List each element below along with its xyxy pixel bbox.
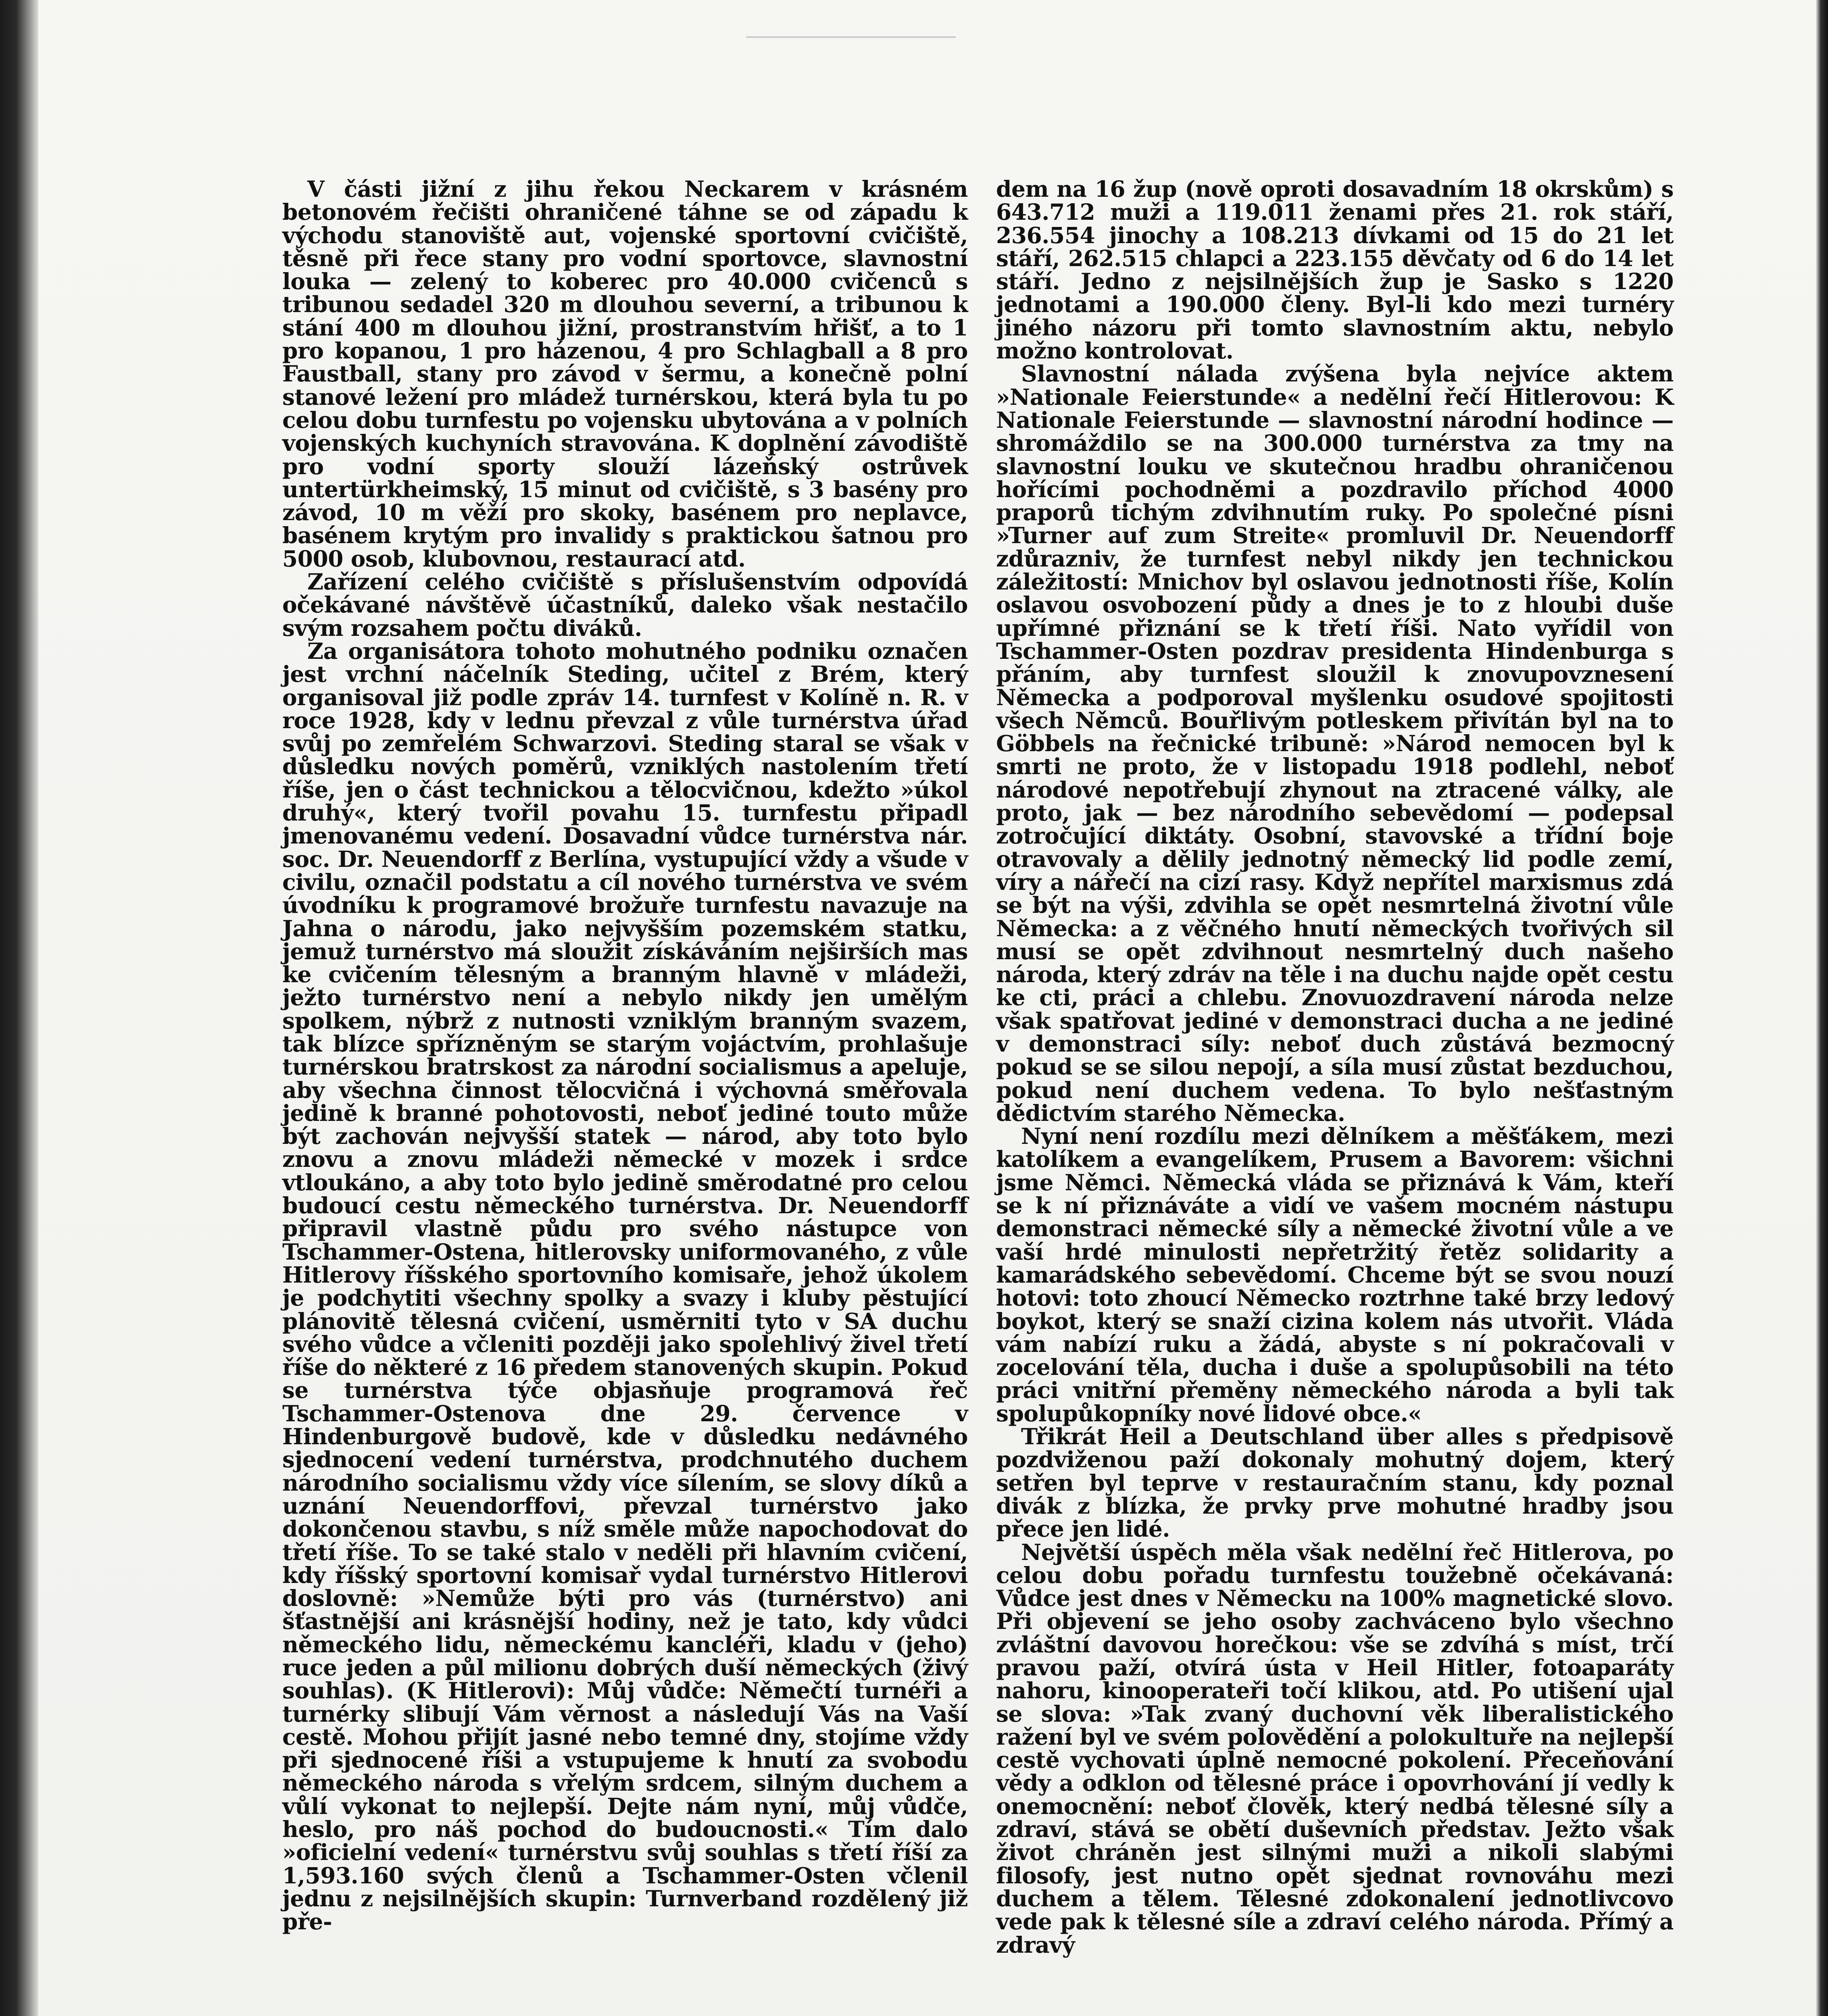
paragraph: Zařízení celého cvičiště s příslušenstvím odpovídá očekávané návštěvě účastníků, daleko však nestačilo svým rozsahem počtu diváků. (282, 569, 968, 641)
paragraph: Slavnostní nálada zvýšena byla nejvíce aktem »Nationale Feierstunde« a nedělní řečí Hitlerovou: K Nationale Feierstunde — slavnostní národní hodince — shromáždilo se na 300.000 turnérstva za tmy na slavnostní louku ve skutečnou hradbu ohraničenou hořícími pochodněmi a pozdravilo příchod 4000 praporů tichým zdvihnutím ruky. Po společné písni »Turner auf zum Streite« promluvil Dr. Neuendorff zdůrazniv, že turnfest nebyl nikdy jen technickou záležitostí: Mnichov byl oslavou jednotnosti říše, Kolín oslavou osvobození půdy a dnes je to z hloubi duše upřímné přiznání se k třetí říši. Nato vyřídil von Tschammer-Osten pozdrav presidenta Hindenburga s přáním, aby turnfest sloužil k znovupovznesení Německa a podporoval myšlenku osudové spojitosti všech Němců. Bouřlivým potleskem přivítán byl na to Göbbels na řečnické tribuně: »Národ nemocen byl k smrti ne proto, že v listopadu 1918 podlehl, neboť národové nepotřebují zhynout na ztracené války, ale proto, jak — bez národního sebevědomí — podepsal zotročující diktáty. Osobní, stavovské a třídní boje otravovaly a dělily jednotný německý lid podle zemí, víry a nářečí na cizí rasy. Když nepřítel marxismus zdá se být na výši, zdvihla se opět nesmrtelná životní vůle Německa: a z věčného hnutí německých tvořivých sil musí se opět zdvihnout nesmrtelný duch našeho národa, který zdráv na těle i na duchu najde opět cestu ke cti, práci a chlebu. Znovuozdravení národa nelze však spatřovat jediné v demonstraci ducha a ne jediné v demonstraci síly: neboť duch zůstává bezmocný pokud se se silou nepojí, a síla musí zůstat bezduchou, pokud není duchem vedena. To bylo nešťastným dědictvím starého Německa. (996, 360, 1674, 1126)
paragraph: V části jižní z jihu řekou Neckarem v krásném betonovém řečišti ohraničené táhne se od západu k východu stanoviště aut, vojenské sportovní cvičiště, těsně při řece stany pro vodní sportovce, slavnostní louka — zelený to koberec pro 40.000 cvičenců s tribunou sedadel 320 m dlouhou severní, a tribunou k stání 400 m dlouhou jižní, prostranstvím hřišť, a to 1 pro kopanou, 1 pro házenou, 4 pro Schlagball a 8 pro Faustball, stany pro závod v šermu, a konečně polní stanové ležení pro mládež turnérskou, která byla tu po celou dobu turnfestu po vojensku ubytována a v polních vojenských kuchyních stravována. K doplnění závodiště pro vodní sporty slouží lázeňský ostrůvek untertürkheimský, 15 minut od cvičiště, s 3 basény pro závod, 10 m věží pro skoky, basénem pro neplavce, basénem krytým pro invalidy s praktickou šatnou pro 5000 osob, klubovnou, restaurací atd. (282, 176, 968, 572)
paragraph: dem na 16 žup (nově oproti dosavadním 18 okrskům) s 643.712 muži a 119.011 ženami přes 21. rok stáří, 236.554 jinochy a 108.213 dívkami od 15 do 21 let stáří, 262.515 chlapci a 223.155 děvčaty od 6 do 14 let stáří. Jedno z nejsilnějších žup je Sasko s 1220 jednotami a 190.000 členy. Byl-li kdo mezi turnéry jiného názoru při tomto slavnostním aktu, nebylo možno kontrolovat. (996, 176, 1674, 364)
left-column (282, 177, 968, 1933)
paragraph: Třikrát Heil a Deutschland über alles s předpisově pozdviženou paží dokonaly mohutný dojem, který setřen byl teprve v restauračním stanu, kdy poznal divák z blízka, že prvky prve mohutné hradby jsou přece jen lidé. (996, 1423, 1674, 1542)
paragraph: Největší úspěch měla však nedělní řeč Hitlerova, po celou dobu pořadu turnfestu toužebně očekávaná: Vůdce jest dnes v Německu na 100% magnetické slovo. Při objevení se jeho osoby zachváceno bylo všechno zvláštní davovou horečkou: vše se zdvíhá s míst, trčí pravou paží, otvírá ústa v Heil Hitler, fotoaparáty nahoru, kinooperateři točí klikou, atd. Po utišení ujal se slova: »Tak zvaný duchovní věk liberalistického ražení byl ve svém polovědění a polokultuře na nejlepší cestě vychovati úplně nemocné pokolení. Přeceňování vědy a odklon od tělesné práce i opovrhování jí vedly k onemocnění: neboť člověk, který nedbá tělesné síly a zdraví, stává se obětí duševních představ. Ježto však život chráněn jest silnými muži a nikoli slabými filosofy, jest nutno opět sjednat rovnováhu mezi duchem a tělem. Tělesné zdokonalení jednotlivcovo vede pak k tělesné síle a zdraví celého národa. Přímý a zdravý (996, 1539, 1674, 1958)
scan-left-edge (0, 0, 38, 2016)
paragraph: Nyní není rozdílu mezi dělníkem a měšťákem, mezi katolíkem a evangelíkem, Prusem a Bavorem: všichni jsme Němci. Německá vláda se přiznává k Vám, kteří se k ní přiznáváte a vidí ve vašem mocném nástupu demonstraci německé síly a německé životní vůle a ve vaší hrdé minulosti nepřetržitý řetěz solidarity a kamarádského sebevědomí. Chceme být se svou nouzí hotovi: toto zhoucí Německo roztrhne také brzy ledový boykot, který se snaží cizina kolem nás utvořit. Vláda vám nabízí ruku a žádá, abyste s ní pokračovali v zocelování těla, ducha i duše a spolupůsobili na této práci vnitřní přeměny německého národa a byli tak spolupůkopníky nové lidové obce.« (996, 1123, 1674, 1427)
paragraph: Za organisátora tohoto mohutného podniku označen jest vrchní náčelník Steding, učitel z Brém, který organisoval již podle zpráv 14. turnfest v Kolíně n. R. v roce 1928, kdy v lednu převzal z vůle turnérstva úřad svůj po zemřelém Schwarzovi. Steding staral se však v důsledku nových poměrů, vzniklých nastolením třetí říše, jen o část technickou a tělocvičnou, kdežto »úkol druhý«, který tvořil povahu 15. turnfestu připadl jmenovanému vedení. Dosavadní vůdce turnérstva nár. soc. Dr. Neuendorff z Berlína, vystupující vždy a všude v civilu, označil podstatu a cíl nového turnérstva ve svém úvodníku k programové brožuře turnfestu navazuje na Jahna o národu, jako nejvyšším pozemském statku, jemuž turnérstvo má sloužit získáváním nejširších mas ke cvičením tělesným a branným hlavně v mládeži, ježto turnérstvo není a nebylo nikdy jen umělým spolkem, nýbrž z nutnosti vzniklým branným svazem, tak blízce spřízněným se starým vojáctvím, prohlašuje turnérskou bratrskost za národní socialismus a apeluje, aby všechna činnost tělocvičná i výchovná směřovala jedině k branné pohotovosti, neboť jediné touto může být zachován nejvyšší statek — národ, aby toto bylo znovu a znovu mládeži německé v mozek i srdce vtloukáno, a aby toto bylo jedině směrodatné pro celou budoucí cestu německého turnérstva. Dr. Neuendorff připravil vlastně půdu pro svého nástupce von Tschammer-Ostena, hitlerovsky uniformovaného, z vůle Hitlerovy říšského sportovního komisaře, jehož úkolem je podchytiti všechny spolky a svazy i kluby pěstující plánovitě tělesná cvičení, usměrniti tyto v SA duchu svého vůdce a včleniti později jako spolehlivý živel třetí říše do některé z 16 předem stanovených skupin. Pokud se turnérstva týče objasňuje programová řeč Tschammer-Ostenova dne 29. července v Hindenburgově budově, kde v důsledku nedávného sjednocení vedení turnérstva, prodchnutého duchem národního socialismu vždy více sílením, se slovy díků a uznání Neuendorffovi, převzal turnérstvo jako dokončenou stavbu, s níž směle může napochodovat do třetí říše. To se také stalo v neděli při hlavním cvičení, kdy říšský sportovní komisař vydal turnérstvo Hitlerovi doslovně: »Nemůže býti pro vás (turnérstvo) ani šťastnější ani krásnější hodiny, než je tato, kdy vůdci německého lidu, německému kancléři, kladu v (jeho) ruce jeden a půl milionu dobrých duší německých (živý souhlas). (K Hitlerovi): Můj vůdče: Němečtí turnéři a turnérky slibují Vám věrnost a následují Vás na Vaší cestě. Mohou přijít jasné nebo temné dny, stojíme vždy při sjednocené říši a vstupujeme k hnutí za svobodu německého národa s vřelým srdcem, silným duchem a vůlí vykonat to nejlepší. Dejte nám nyní, můj vůdče, heslo, pro náš pochod do budoucnosti.« Tím dalo »oficielní vedení« turnérstvu svůj souhlas s třetí říší za 1,593.160 svých členů a Tschammer-Osten včlenil jednu z nejsilnějších skupin: Turnverband rozdělený již pře- (282, 637, 968, 1935)
right-column (996, 177, 1674, 1956)
scan-right-edge (1816, 0, 1828, 2016)
scan-artifact (746, 0, 956, 38)
